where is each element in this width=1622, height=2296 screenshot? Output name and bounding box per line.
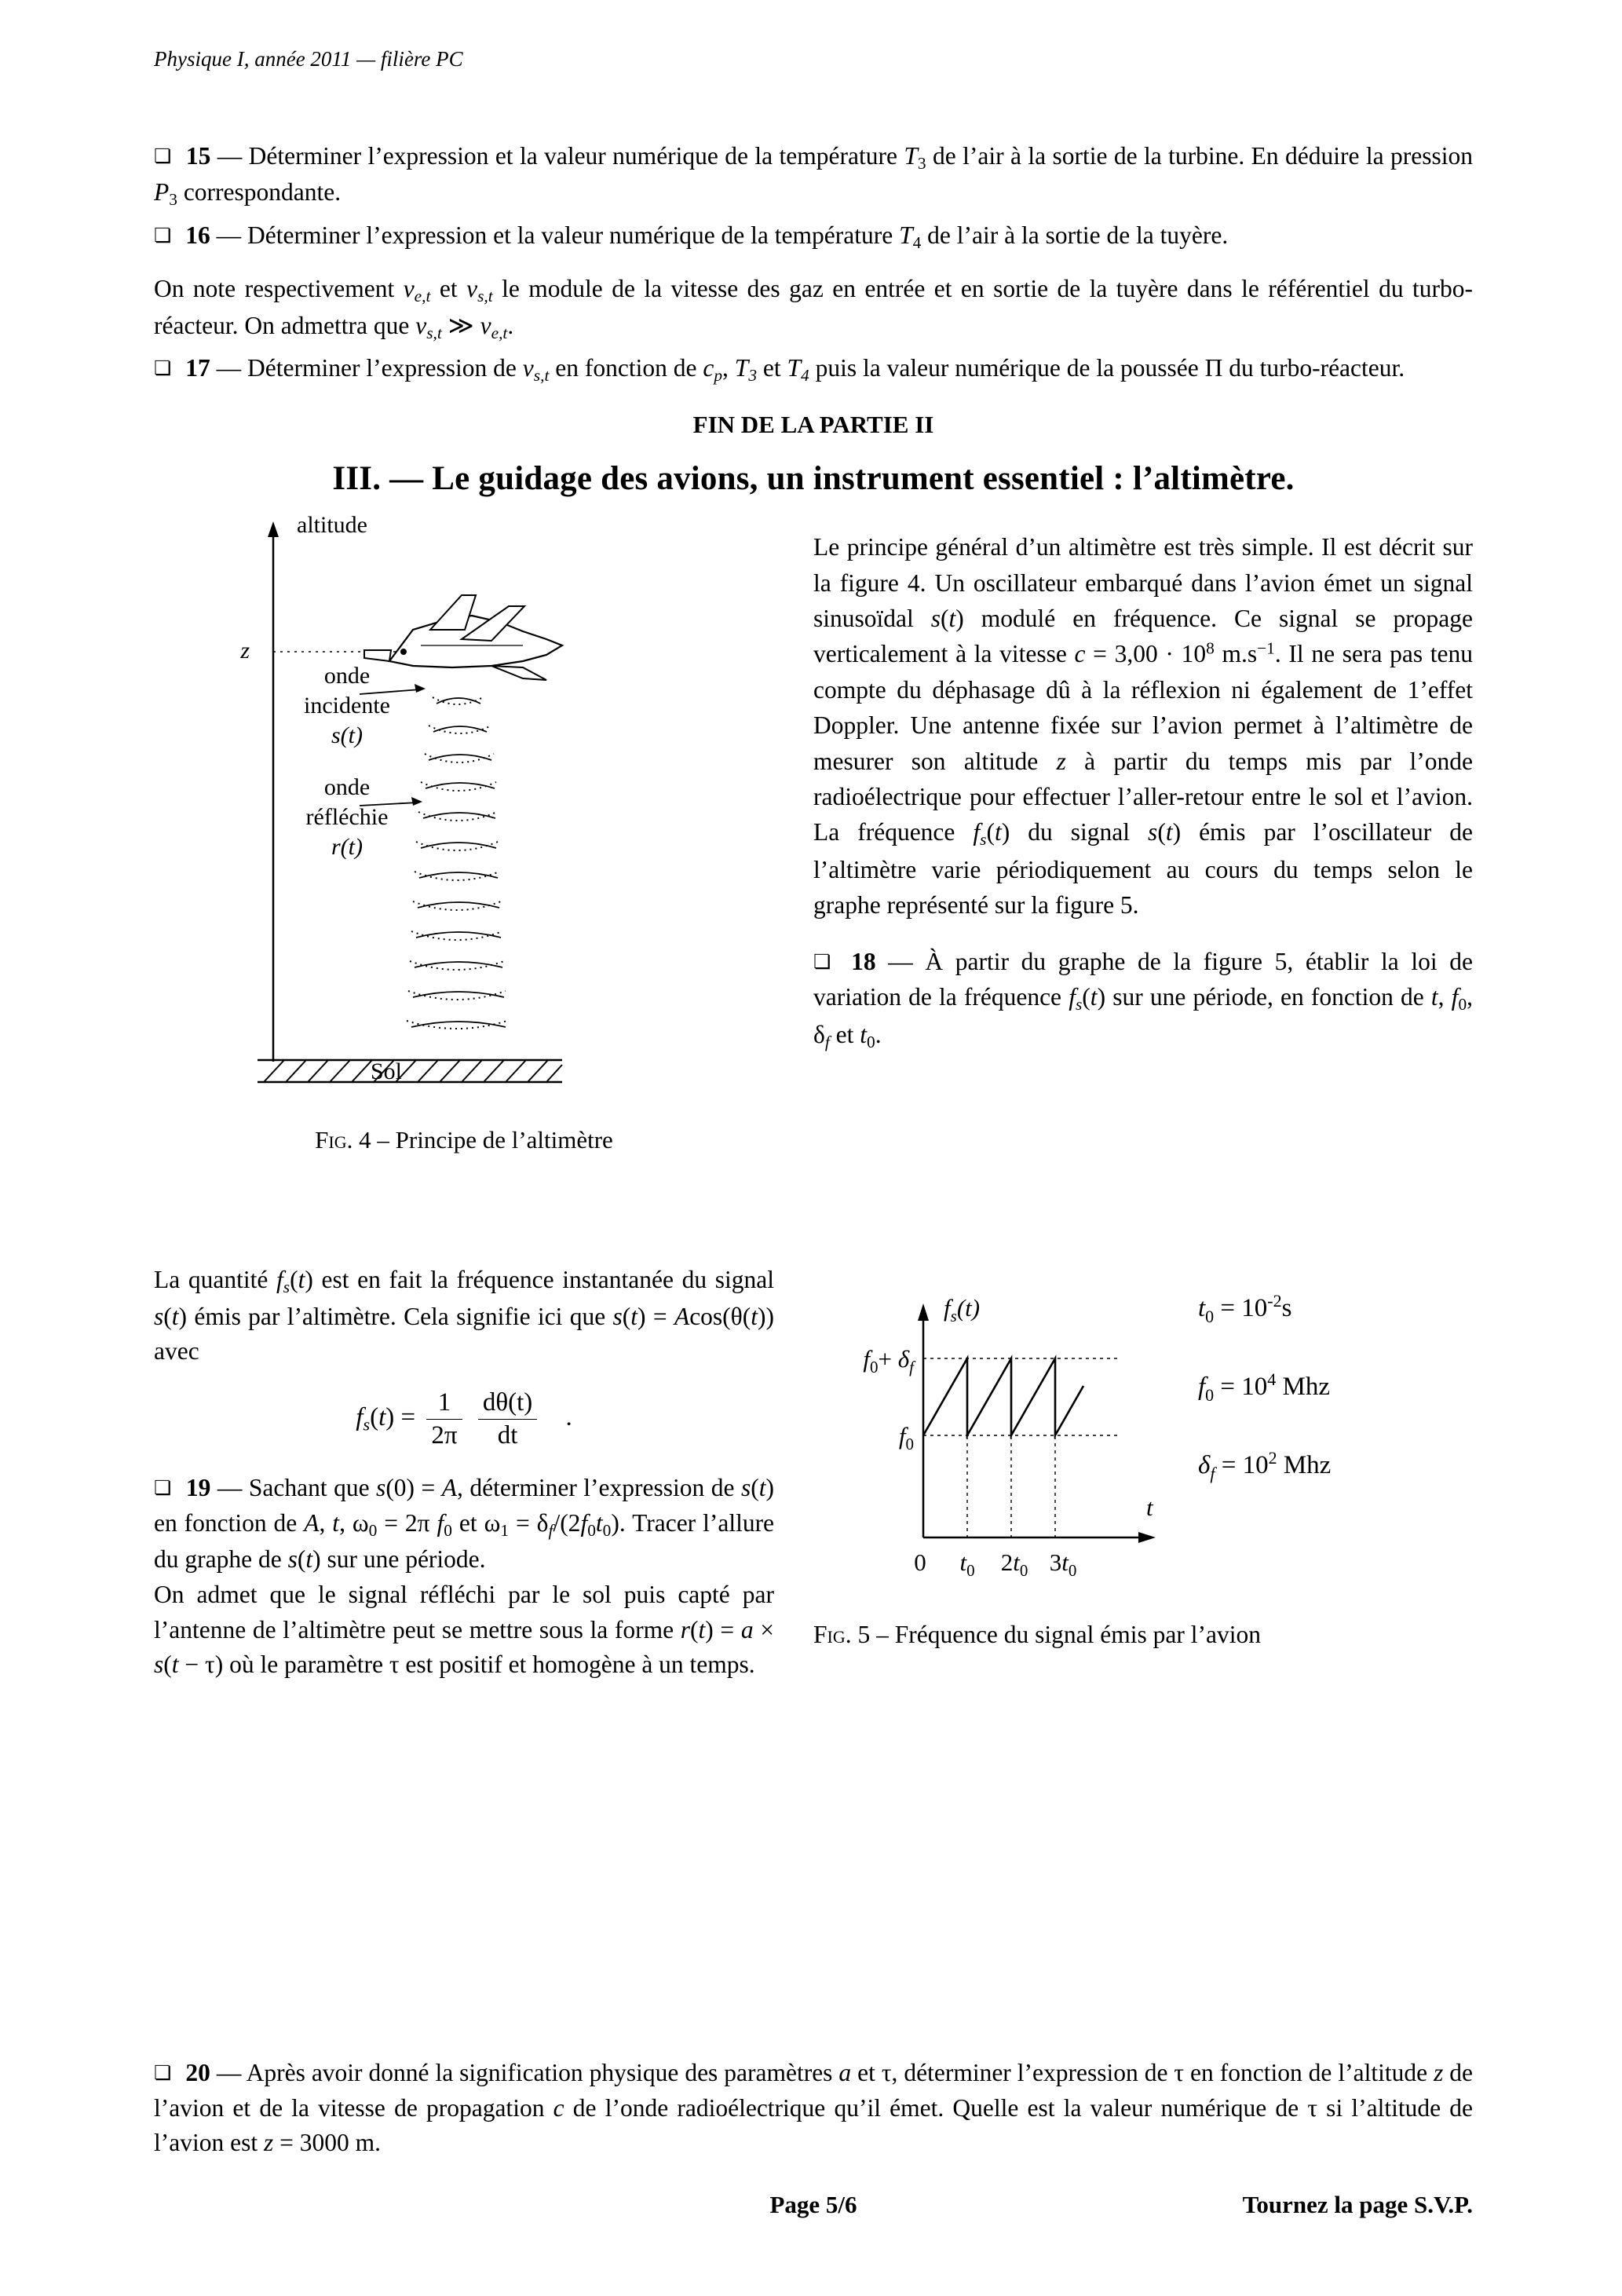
question-number: 19 <box>185 1474 211 1502</box>
figure-5-caption-text: 5 – Fréquence du signal émis par l’avion <box>851 1621 1261 1649</box>
figure-5-xtick-2: $2t_0$ <box>1000 1548 1028 1581</box>
question-text-c: correspondante. <box>177 178 342 207</box>
question-text-b: de l’air à la sortie de la tuyère. <box>921 221 1229 249</box>
figure-5-origin: 0 <box>914 1548 926 1577</box>
lower-left-text <box>154 1263 774 1683</box>
figure4-and-text <box>154 512 1473 1242</box>
figure-5-x-axis-label: t <box>1146 1493 1153 1522</box>
label-sol: Sol <box>371 1058 403 1085</box>
question-number: 18 <box>851 947 876 975</box>
question-18: ❏ 18 — À partir du graphe de la figure 5, établir la loi de variation de la fréquence $f_s(t)$ sur une période, en fonction de t, $f_0$, $\delta_f$ et $t_0$. <box>813 947 1474 1051</box>
page-title: III. — Le guidage des avions, un instrument essentiel : l’altimètre. <box>332 460 1295 498</box>
question-19: ❏ 19 — Sachant que s(0) = A, déterminer l’expression de s(t) en fonction de A, t, $\omega_0 = 2\pi$ $f_0$ et $\omega_1 = \delta_f/(2f_0t_0)$. Tracer l’allure du graphe de s(t) sur une période. <box>154 1474 775 1574</box>
question-text-e: m. <box>349 2129 382 2157</box>
question-text-b: , déterminer l’expression de <box>457 1474 741 1502</box>
turn-page-note: Tournez la page S.V.P. <box>1242 2191 1473 2218</box>
paragraph-text-b: est en fait la fréquence instantanée du signal <box>312 1266 774 1294</box>
figure-5-drawing <box>813 1278 1465 1608</box>
checkbox-icon: ❏ <box>154 144 172 167</box>
paragraph-text-a: On admet que le signal réfléchi par le sol puis capté par l’antenne de l’altimètre peut se mettre sous la forme <box>154 1581 774 1643</box>
figure-5-xtick-3: $3t_0$ <box>1049 1548 1077 1581</box>
figure-4 <box>154 512 774 1154</box>
airplane-icon <box>364 595 562 680</box>
label-onde-incidente-1: onde <box>323 663 371 689</box>
axis-label-z: z <box>240 638 250 664</box>
question-text: — À partir du graphe de la figure 5, établir la loi de variation de la fréquence <box>813 947 1473 1011</box>
label-onde-incidente-2: incidente <box>304 693 390 719</box>
fraction-1 <box>426 1388 462 1450</box>
checkbox-icon: ❏ <box>154 1476 172 1500</box>
question-text: — Déterminer l’expression et la valeur numérique de la température <box>216 221 900 249</box>
question-text-d: . Tracer l’allure du graphe de <box>154 1508 775 1574</box>
axis-label-altitude: altitude <box>297 512 367 539</box>
question-15 <box>154 139 1473 212</box>
lower-block <box>154 1263 1473 1765</box>
paragraph-text-c: émis par l’altimètre. Cela signifie ici que <box>187 1302 613 1330</box>
label-onde-reflechie-1: onde <box>323 774 371 801</box>
section-end-label: FIN DE LA PARTIE II <box>692 411 934 439</box>
figure-5-annotation-deltaf: $\delta_f = 10^2$ Mhz <box>1198 1448 1332 1484</box>
paragraph-admet: On admet que le signal réfléchi par le sol puis capté par l’antenne de l’altimètre peut se mettre sous la forme r(t) = a × s(t − τ) où le paramètre τ est positif et homogène à un temps. <box>154 1581 774 1679</box>
question-text: — Après avoir donné la signification physique des paramètres <box>216 2059 839 2086</box>
figure-4-drawing <box>154 512 774 1117</box>
question-text-c: en fonction de <box>154 1508 305 1537</box>
paragraph-text-b: le module de la vitesse des gaz en entrée et en sortie de la tuyère dans le référentiel du turbo-réacteur. On admettra que <box>154 275 1473 339</box>
symbol-P-subscript: 3 <box>169 190 177 210</box>
formula-period: . <box>565 1403 572 1432</box>
question-16 <box>154 218 1473 254</box>
question-text-d: de l’onde radioélectrique qu’il émet. Quelle est la valeur numérique de τ si l’altitude de l’avion est <box>154 2093 1474 2157</box>
paragraph-vitesse: On note respectivement $v_{e,t}$ et $v_{s,t}$ le module de la vitesse des gaz en entrée et en sortie de la tuyère dans le référentiel du turbo-réacteur. On admettra que $v_{s,t}$ ≫ $v_{e,t}$. <box>154 275 1473 342</box>
figure-4-caption-prefix: Fig. <box>315 1126 353 1154</box>
figure-4-caption <box>154 1126 774 1154</box>
question-number: 16 <box>185 221 210 249</box>
paragraph-principe: Le principe général d’un altimètre est très simple. Il est décrit sur la figure 4. Un oscillateur embarqué dans l’avion émet un signal sinusoïdal s(t) modulé en fréquence. Ce signal se propage verticalement à la vitesse $c = 3,00 \cdot 10^8$ $m.s^{-1}$. Il ne sera pas tenu compte du déphasage dû à la réflexion ni également de 1’effet Doppler. Une antenne fixée sur l’avion permet à l’altimètre de mesurer son altitude z à partir du temps mis par l’onde radioélectrique pour effectuer l’aller-retour entre le sol et l’avion. La fréquence $f_s(t)$ du signal s(t) émis par l’oscillateur de l’altimètre varie périodiquement au cours du temps selon le graphe représenté sur la figure 5. <box>813 533 1473 919</box>
paragraph-text-a: La quantité <box>154 1266 276 1294</box>
paragraph-text-d: avec <box>154 1337 199 1366</box>
fraction-numerator: dθ(t) <box>478 1388 537 1420</box>
checkbox-icon: ❏ <box>154 2061 172 2084</box>
fraction-2 <box>478 1388 537 1450</box>
ground-hatching <box>258 1058 562 1085</box>
fraction-numerator: 1 <box>426 1388 462 1420</box>
figure-5-xtick-1: $t_0$ <box>959 1548 975 1581</box>
page-number: Page 5/6 <box>769 2191 857 2218</box>
question-text-b: de l’air à la sortie de la turbine. En déduire la pression <box>926 142 1474 170</box>
paragraph-text-b: où le paramètre τ est positif et homogène à un temps. <box>223 1651 755 1679</box>
question-20-block <box>154 2049 1473 2161</box>
figure-5-annotation-t0: $t_0 = 10^{-2}s$ <box>1198 1291 1292 1327</box>
question-text-b: sur une période, en fonction de <box>1105 983 1431 1011</box>
symbol-T-subscript: 4 <box>912 232 922 252</box>
label-onde-incidente-3: s(t) <box>331 722 363 749</box>
formula-fs: $f_s(t)$ = $\frac{1}{2\pi}$ $\frac{d\theta(t)}{dt}$ . <box>356 1388 572 1450</box>
question-text-b: , déterminer l’expression de τ en fonction de l’altitude <box>891 2059 1434 2086</box>
question-20: ❏ 20 — Après avoir donné la signification physique des paramètres a et τ, déterminer l’expression de τ en fonction de l’altitude z de l’avion et de la vitesse de propagation c de l’onde radioélectrique qu’il émet. Quelle est la valeur numérique de τ si l’altitude de l’avion est z = 3000 m. <box>154 2059 1474 2157</box>
question-text-c: puis la valeur numérique de la poussée Π du turbo-réacteur. <box>809 353 1405 382</box>
running-head: Physique I, année 2011 — filière PC <box>154 47 463 71</box>
label-onde-reflechie-2: réfléchie <box>305 804 389 831</box>
fraction-denominator: 2π <box>431 1421 458 1450</box>
paragraph-quantite: La quantité $f_s(t)$ est en fait la fréquence instantanée du signal s(t) émis par l’altimètre. Cela signifie ici que s(t) = Acos(θ(t)) avec <box>154 1266 774 1366</box>
symbol-P: P <box>154 178 170 207</box>
question-number: 20 <box>185 2059 210 2086</box>
figure-5 <box>813 1278 1473 1653</box>
question-text-b: en fonction de <box>549 353 703 382</box>
checkbox-icon: ❏ <box>154 356 172 379</box>
label-onde-reflechie-3: r(t) <box>331 834 363 861</box>
figure-5-annotation-f0: $f_0 = 10^4$ Mhz <box>1198 1369 1331 1406</box>
symbol-T-subscript: 3 <box>917 153 926 173</box>
question-number: 15 <box>185 142 211 170</box>
figure-5-ytick-low: $f_0$ <box>898 1422 914 1454</box>
question-number: 17 <box>185 353 210 382</box>
page-content <box>154 47 1473 1765</box>
question-text: — Sachant que <box>217 1474 377 1502</box>
fraction-denominator: dt <box>497 1421 518 1450</box>
paragraph-text-a: On note respectivement <box>154 275 404 303</box>
figure-4-caption-text: 4 – Principe de l’altimètre <box>353 1126 613 1154</box>
checkbox-icon: ❏ <box>813 949 831 973</box>
symbol-T: T <box>904 142 918 170</box>
figure4-side-text <box>813 529 1473 1054</box>
question-17: ❏ 17 — Déterminer l’expression de $v_{s,t}$ en fonction de $c_p$, $T_3$ et $T_4$ puis la valeur numérique de la poussée Π du turbo-réacteur. <box>154 353 1405 385</box>
figure-5-caption-prefix: Fig. <box>813 1621 852 1649</box>
figure-5-y-axis-label: $f_s(t)$ <box>944 1294 981 1326</box>
checkbox-icon: ❏ <box>154 223 172 247</box>
symbol-T: T <box>899 221 913 249</box>
question-text: — Déterminer l’expression de <box>216 353 523 382</box>
question-text-c: de l’avion et de la vitesse de propagation <box>154 2059 1474 2122</box>
question-text-e: sur une période. <box>320 1545 486 1574</box>
figure-5-ytick-high: $f_0+ \delta_f$ <box>863 1345 914 1377</box>
figure-5-caption <box>813 1618 1473 1653</box>
question-text: — Déterminer l’expression et la valeur numérique de la température <box>217 142 904 170</box>
